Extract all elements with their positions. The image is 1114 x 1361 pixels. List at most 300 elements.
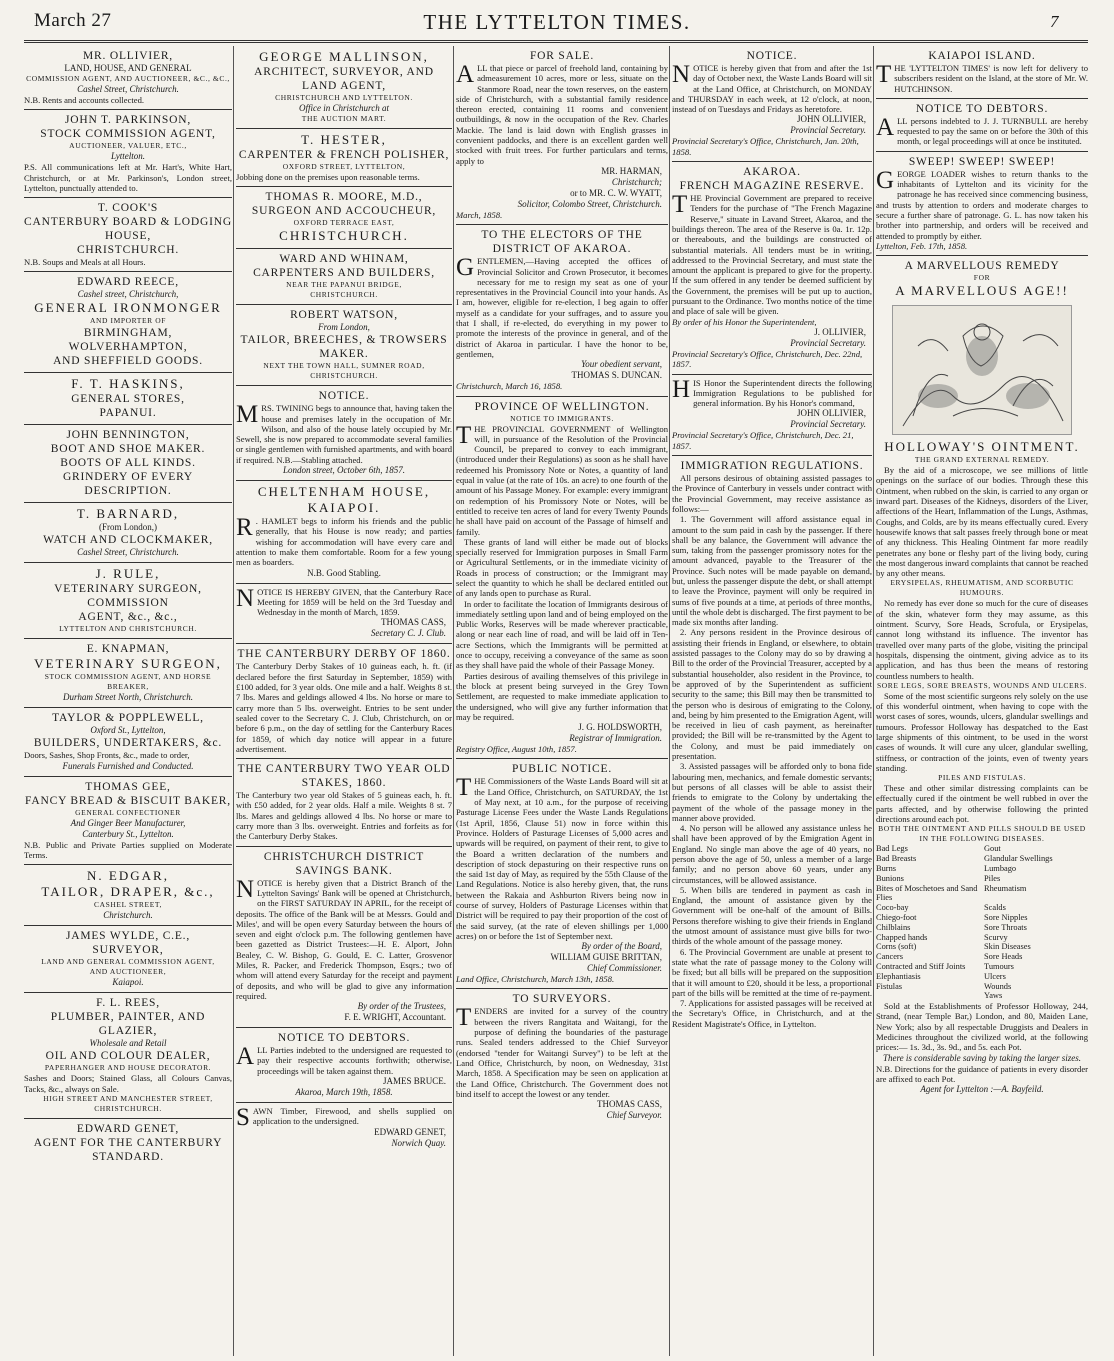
ad-heading: JOHN BENNINGTON,	[66, 429, 190, 442]
ad-heading: F. T. HASKINS,	[71, 376, 185, 392]
disease-item: Rheumatism	[984, 883, 1027, 893]
ad-line: SURVEYOR,	[92, 944, 164, 957]
ad-derby-1860	[236, 644, 452, 759]
ad-heading: E. KNAPMAN,	[86, 643, 170, 656]
signature-line: By order of the Board,	[581, 941, 662, 952]
notice-date: Lyttelton, Feb. 17th, 1858.	[876, 240, 968, 251]
signature: J. OLLIVIER,	[814, 326, 866, 337]
ad-heading: T. COOK'S	[97, 202, 159, 215]
disease-item: Wounds	[984, 981, 1012, 991]
notice-body: LL Parties indebted to the undersigned are requested to pay their respective accounts forthwith; otherwise, proceedings will be taken against them.	[257, 1045, 452, 1076]
signature-title: Provincial Secretary.	[790, 419, 866, 430]
ad-line: OXFORD TERRACE EAST,	[293, 218, 395, 228]
ad-line: ARCHITECT, SURVEYOR, AND	[254, 66, 434, 78]
ad-taylor-popplewell	[24, 708, 232, 776]
ad-line: LAND AND GENERAL COMMISSION AGENT,	[41, 957, 215, 967]
ad-heading: F. L. REES,	[96, 997, 160, 1010]
ad-heading: N. EDGAR,	[87, 868, 169, 884]
ad-heading: J. RULE,	[95, 566, 161, 582]
ad-line: Cashel street, Christchurch,	[77, 289, 179, 300]
signature: THOMAS S. DUNCAN.	[571, 370, 662, 381]
ad-race-meeting	[236, 584, 452, 645]
product-title: HOLLOWAY'S OINTMENT.	[884, 439, 1080, 455]
regulation-item: 2. Any persons resident in the Province desirous of assisting their friends in England, or elsewhere, to obtain assisted passages to the Colony may do so by drawing a Bill to the order of the Provincial Treasurer, accepted by a substantial householder, also resident in the Province, to be approved of by the Superintendent as sufficient security to the same; this Bill may then be transmitted to the person who is desirous of emigrating to the Colony, and, being by him presented to the Emigration Agent, will be received in lieu of cash payment, as hereinafter provided; the Bill will be re-transmitted by the Agent to the Colony, and must be paid immediately on presentation.	[672, 627, 872, 762]
ad-line: Office in Christchurch at	[299, 103, 389, 113]
disease-item	[876, 991, 980, 1001]
column-divider	[233, 46, 234, 1356]
notice-body: OTICE IS HEREBY GIVEN, that the Canterbury Race Meeting for 1859 will be held on the 3rd Tuesday and Wednesday in the month of March, 1859.	[257, 586, 452, 618]
ad-sweep	[876, 152, 1088, 256]
ad-reece	[24, 272, 232, 373]
notice-body: EORGE LOADER wishes to return thanks to the inhabitants of Lyttelton and its vicinity for the patronage he has received since commencing business, and trusts by attention to orders and moderate charges to secure a further share of patronage. G. L. has now taken his brother into partnership, and orders will be received and attended to promptly by either.	[876, 168, 1088, 241]
notice-date: Provincial Secretary's Office, Christchurch, Dec. 21, 1857.	[672, 430, 854, 451]
ad-body: P.S. All communications left at Mr. Hart's, White Hart, Christchurch, or at Mr. Parkinson's, London street, Lyttelton, punctually attended to.	[24, 162, 232, 193]
signature-line: Christchurch;	[611, 176, 662, 187]
disease-item: Cancers	[876, 952, 903, 962]
disease-item: Piles	[984, 873, 1001, 883]
drop-cap: T	[876, 61, 892, 88]
ad-line: PAPERHANGER AND HOUSE DECORATOR.	[44, 1063, 212, 1073]
ad-line: GENERAL IRONMONGER	[34, 300, 222, 316]
disease-item: Bites of Moschetoes and Sand Flies	[876, 883, 978, 903]
ad-line: Canterbury St., Lyttelton.	[82, 828, 174, 839]
ad-note: N.B. Directions for the guidance of patients in every disorder are affixed to each Pot.	[876, 1063, 1088, 1084]
notice-body: In order to facilitate the location of Immigrants desirous of immediately settling upon land and of being employed on the Public Works, Reserves will be made wherever practicable, along or near each line of road, and will be laid off in Ten-acre Sections, which the Immigrants will be permitted at once to occupy, receiving a conveyance of the same as soon as they shall have paid the whole of their Passage Money.	[456, 598, 668, 671]
ad-holloways-ointment	[876, 256, 1088, 1099]
ad-for-sale	[456, 46, 668, 225]
signature-title: Chief Surveyor.	[606, 1110, 662, 1121]
drop-cap: T	[456, 1004, 472, 1032]
ad-haskins	[24, 373, 232, 425]
ad-heading: CHELTENHAM HOUSE,	[257, 484, 431, 500]
ad-gee	[24, 777, 232, 866]
disease-item: Sore Heads	[984, 952, 1023, 962]
notice-body: All persons desirous of obtaining assisted passages to the Province of Canterbury in vessels under contract with the Provincial Government, may receive assistance as follows:—	[672, 473, 872, 514]
ad-twining-notice	[236, 386, 452, 481]
ad-line: VETERINARY SURGEON, COMMISSION	[54, 583, 202, 610]
ad-line: AGENT FOR THE CANTERBURY	[33, 1136, 223, 1149]
ad-note: N.B. Soups and Meals at all Hours.	[24, 257, 146, 268]
ad-line: Lyttelton.	[111, 151, 145, 162]
disease-item: Contracted and Stiff Joints	[876, 961, 966, 971]
masthead-rule	[24, 40, 1088, 43]
disease-item: Elephantiasis	[876, 971, 921, 981]
ad-line: STOCK COMMISSION AGENT, AND HORSE	[44, 672, 212, 682]
signature-title: Registrar of Immigration.	[569, 733, 662, 744]
ad-heading: JAMES WYLDE, C.E.,	[65, 930, 191, 943]
disease-item: Ulcers	[984, 971, 1006, 981]
disease-item: Fistulas	[876, 981, 903, 991]
drop-cap: T	[456, 774, 472, 802]
ad-line: GENERAL STORES,	[71, 393, 185, 406]
ad-line: FANCY BREAD & BISCUIT BAKER,	[25, 794, 231, 807]
disease-item: Burns	[876, 863, 897, 873]
column-5	[876, 46, 1088, 1356]
ad-line: And Ginger Beer Manufacturer,	[70, 817, 186, 828]
ad-bennington	[24, 425, 232, 503]
drop-cap: T	[672, 191, 688, 219]
notice-body: Parties desirous of availing themselves of this privilege in the block at present being surveyed in the Grey Town Settlement, are requested to make immediate application to the undersigned, who will give any further information that may be required.	[456, 670, 668, 722]
ad-line: GRINDERY OF EVERY DESCRIPTION.	[62, 471, 194, 498]
ad-line: BOOTS OF ALL KINDS.	[60, 457, 196, 470]
drop-cap: N	[236, 584, 255, 612]
ad-sawn-timber	[236, 1103, 452, 1153]
notice-body: Sold at the Establishments of Professor Holloway, 244, Strand, (near Temple Bar,) London, and 80, Maiden Lane, New York; also by all respectable Druggists and Dealers in Medicines throughout the civilized world, at the following prices:— 1s. 3d., 3s. 9d., and 5s. each Pot.	[876, 1001, 1088, 1053]
signature: THOMAS CASS,	[596, 1099, 662, 1110]
ad-line: VETERINARY SURGEON,	[34, 656, 222, 672]
notice-title: SWEEP! SWEEP! SWEEP!	[908, 155, 1056, 168]
signature: JOHN OLLIVIER,	[797, 114, 866, 125]
notice-title: TO SURVEYORS.	[512, 993, 612, 1006]
notice-date: Registry Office, August 10th, 1857.	[456, 744, 577, 755]
ad-line: SURGEON AND ACCOUCHEUR,	[251, 205, 437, 218]
notice-body: ENDERS are invited for a survey of the country between the rivers Rangitata and Waitangi, for the purpose of defining the boundaries of the pasturage runs. Sealed tenders addressed to the Chief Surveyor (endorsed "tender for Waitangi Survey") to be left at the Land Office, Christchurch, by noon, on Wednesday, 31st March, 1858. A Specification may be seen on application at the Land Office, Christchurch. The Government does not bind itself to accept the lowest or any tender.	[456, 1006, 668, 1099]
notice-title: TO THE ELECTORS OF THE DISTRICT OF AKAROA.	[481, 229, 643, 256]
ad-ollivier	[24, 46, 232, 110]
ad-line: BIRMINGHAM, WOLVERHAMPTON,	[68, 327, 188, 354]
ad-line: CHRISTCHURCH.	[279, 228, 409, 244]
drop-cap: S	[236, 1104, 250, 1132]
ad-heading: JOHN T. PARKINSON,	[64, 114, 191, 127]
signature-title: F. E. WRIGHT, Accountant.	[344, 1012, 446, 1023]
disease-list	[876, 844, 1088, 1001]
agent-line: Agent for Lyttelton :—A. Bayfeild.	[920, 1084, 1044, 1095]
ad-line: GENERAL CONFECTIONER	[75, 807, 181, 817]
ad-waste-lands-notice	[672, 46, 872, 162]
notice-date: Christchurch, March 16, 1858.	[456, 381, 563, 392]
drop-cap: R	[236, 514, 253, 542]
disease-item: Chapped hands	[876, 932, 928, 942]
disease-item: Bad Breasts	[876, 854, 917, 864]
ad-note: N.B. Rents and accounts collected.	[24, 95, 145, 105]
column-1	[24, 46, 232, 1356]
disease-item: Bunions	[876, 873, 904, 883]
ad-line: COMMISSION AGENT, AND AUCTIONEER, &C., &C.,	[26, 74, 230, 83]
signature: JOHN OLLIVIER,	[797, 408, 866, 419]
notice-subtitle: FOR	[973, 273, 991, 283]
ad-notice-to-debtors-bruce	[236, 1028, 452, 1103]
ad-line: LYTTELTON AND CHRISTCHURCH.	[59, 624, 197, 634]
column-3	[456, 46, 668, 1356]
notice-subtitle: FRENCH MAGAZINE RESERVE.	[679, 180, 865, 193]
ad-line: AND IMPORTER OF	[89, 316, 167, 326]
ad-superintendent-directs	[672, 375, 872, 456]
column-2	[236, 46, 452, 1356]
ad-genet	[24, 1119, 232, 1168]
notice-body: HE PROVINCIAL GOVERNMENT of Wellington will, in pursuance of the Resolution of the Provincial Council, be prepared to convey to each immigrant, (introduced under their Regulations) as soon as he shall have redeemed his Promissory Note or Notes, a quantity of land equal in value (at the rate of 10s. an acre) to one fourth of the amount of his Passage Money. For example: every immigrant on redemption of his Promissory Note or Notes, will be entitled to receive ten acres of land for every Twenty Pounds he shall have paid on account of the Passage of himself and family.	[456, 423, 668, 537]
signature-title: Norwich Quay.	[391, 1137, 446, 1148]
ad-line: CARPENTER & FRENCH POLISHER,	[238, 149, 450, 161]
column-divider	[453, 46, 454, 1356]
signature: EDWARD GENET,	[374, 1126, 446, 1137]
ad-wylde	[24, 926, 232, 993]
drop-cap: N	[672, 61, 691, 88]
notice-date: Akaroa, March 19th, 1858.	[295, 1087, 393, 1098]
ad-province-wellington	[456, 397, 668, 760]
page-number: 7	[1050, 12, 1059, 31]
notice-body: HE 'LYTTELTON TIMES' is now left for delivery to subscribers resident on the Island, at the store of Mr. W. HUTCHINSON.	[894, 63, 1088, 94]
ad-hester	[236, 129, 452, 187]
signature-line: Your obedient servant,	[581, 359, 662, 370]
ad-mallinson	[236, 46, 452, 129]
ad-line: THE AUCTION MART.	[301, 114, 387, 123]
notice-title: A MARVELLOUS AGE!!	[895, 283, 1069, 299]
drop-cap: A	[876, 113, 895, 141]
signature-title: Chief Commissioner.	[586, 963, 662, 974]
section-heading: ERYSIPELAS, RHEUMATISM, AND SCORBUTIC HUMOURS.	[890, 578, 1074, 598]
ad-line: Kaiapoi.	[112, 977, 144, 988]
signature: WILLIAM GUISE BRITTAN,	[550, 952, 662, 963]
notice-body: HE Provincial Government are prepared to receive Tenders for the purchase of "The French Magazine Reserve," situate in Lavand Street, Akaroa, and the buildings thereon. The area of the Reserve is 0a. 1r. 12p. or thereabouts, and the buildings are constructed of substantial materials. All tenders must be in writing, addressed to the Provincial Secretary, and must state the amount the applicant is prepared to give for the property. If the sum offered in any tender be deemed sufficient by the Government, the premises will be put up to auction, pursuant to the Ordinance. Two months notice of the time and place of sale will be given.	[672, 193, 872, 317]
ad-line: TAILOR, DRAPER, &c.,	[41, 884, 215, 900]
section-heading: PILES AND FISTULAS.	[938, 773, 1026, 783]
notice-date: Provincial Secretary's Office, Christchurch, Dec. 22nd, 1857.	[672, 348, 863, 370]
disease-item: Coco-bay	[876, 903, 909, 913]
ad-line: Doors, Sashes, Shop Fronts, &c., made to order,	[24, 750, 190, 761]
signature: J. G. HOLDSWORTH,	[578, 722, 662, 733]
regulation-item: 3. Assisted passages will be afforded only to bona fide labouring men, mechanics, and female domestic servants; but persons of all classes will be able to assist their friends to emigrate to the Colony by undertaking the payment of the whole of the passage money in the manner above provided.	[672, 761, 872, 823]
column-divider	[669, 46, 670, 1356]
ad-line: AGENT, &c., &c.,	[78, 611, 178, 624]
notice-title: NOTICE TO DEBTORS.	[915, 102, 1049, 115]
ad-moore	[236, 187, 452, 249]
ad-watson	[236, 305, 452, 386]
newspaper-title: THE LYTTELTON TIMES.	[423, 10, 691, 34]
notice-title: NOTICE.	[746, 50, 798, 62]
ad-two-year-old-stakes	[236, 759, 452, 846]
ad-line: MAKER.	[319, 348, 369, 361]
notice-title: AKAROA.	[743, 166, 801, 179]
ad-line: HOUSE,	[104, 230, 151, 243]
ad-line: LAND, HOUSE, AND GENERAL	[64, 63, 192, 73]
regulation-item: 6. The Provincial Government are unable at present to state what the rate of passage money to the Colony will be fixed; but all bills will be prepared on the supposition that it will amount to £20, should it be less, a proportional part of the bills will be remitted at the time of re-payment.	[672, 946, 872, 998]
ad-line: NEAR THE PAPANUI BRIDGE,	[286, 280, 402, 290]
ad-public-notice	[456, 759, 668, 989]
ad-line: NEXT THE TOWN HALL, SUMNER ROAD, CHRISTCHURCH.	[263, 361, 425, 381]
notice-body: These grants of land will either be made out of blocks specially reserved for Immigration purposes in Small Farm or Agricultural Settlements, or in the immediate vicinity of Roads in process of construction; or the Immigrant may select the quantity to which he shall be declared entitled out of any lands open to purchase as Rural.	[456, 536, 668, 599]
notice-date: Land Office, Christchurch, March 13th, 1858.	[456, 974, 615, 985]
notice-body: HE Commissioners of the Waste Lands Board will sit at the Land Office, Christchurch, on SATURDAY, the 1st of May next, at 10 a.m., for the purpose of receiving Pasturage License Fees under the Waste Lands Regulations (1st April, 1856, Clause 51) now in force within this Province. Holders of Pasturage Licenses of 5,000 acres and upwards will be required, on payment of their rent, to give to the Board a written declaration of the numbers and description of stock depasturing on their respective runs on the said 1st day of May, as required by the 55th Clause of the Land Regulations. Notice is also hereby given, that, the runs between the Rakaia and Ashburton Rivers being now in course of survey, Holders of Pasturage Licenses within that District will be required to pay their proportion of the cost of the said survey, (at the rate of eleven shillings per 1,000 acres) on or before the 1st of September next.	[456, 776, 668, 941]
ad-line: STOCK COMMISSION AGENT,	[40, 128, 216, 141]
ad-notice-to-debtors-turnbull	[876, 99, 1088, 152]
drop-cap: G	[456, 254, 475, 282]
issue-date: March 27	[34, 10, 112, 31]
ad-line: BUILDERS, UNDERTAKERS, &c.	[33, 737, 223, 750]
drop-cap: H	[672, 375, 691, 403]
notice-title: PUBLIC NOTICE.	[511, 763, 612, 776]
notice-body: The Canterbury Derby Stakes of 10 guineas each, h. ft. (if declared before the first Saturday in September, 1859) with £100 added, for 3 year olds. One mile and a half. Weights 8 st. 7 lbs. Mares and geldings allowed 4 lbs. No horse or mare to carry more than 5 lbs. overweight. Entries to be sent under sealed cover to the Secretary C. J. Club, Christchurch, on or before 6 p.m., on the day of settling for the Canterbury Races for 1859, of which day notice will appear in a future advertisement.	[236, 661, 452, 754]
regulation-item: 5. When bills are tendered in payment as cash in England, the amount of assistance given by the Government will be one-half of the amount of Bills. Persons therefore wishing to give their friends in England the utmost amount of assistance must give bills for two-thirds of the whole amount of the passage money.	[672, 884, 872, 947]
engraving-illustration	[892, 305, 1072, 435]
ad-french-magazine-reserve	[672, 162, 872, 374]
disease-item: Sore Throats	[984, 922, 1027, 932]
ad-line: Sashes and Doors; Stained Glass, all Colours Canvas, Tacks, &c., always on Sale.	[24, 1073, 232, 1094]
ad-line: STANDARD.	[92, 1150, 164, 1163]
notice-subtitle: NOTICE TO IMMIGRANTS.	[510, 413, 614, 423]
signature: MR. HARMAN,	[601, 165, 662, 176]
ad-line: From London,	[318, 322, 370, 333]
ad-heading: THOMAS R. MOORE, M.D.,	[265, 191, 423, 204]
ad-cook	[24, 198, 232, 272]
ad-rees	[24, 993, 232, 1119]
ad-line: CHRISTCHURCH.	[76, 244, 180, 257]
section-heading: BOTH THE OINTMENT AND PILLS SHOULD BE USED IN THE FOLLOWING DISEASES.	[878, 824, 1086, 844]
regulation-item: 1. The Government will afford assistance equal in amount to the sum paid in cash by the passenger. If there shall be any balance, the Government will advance the sum, taking from the passenger promissory notes for the amount advanced, payable to the Treasurer of the Province. Such notes will be made payable on demand, but, unless the passenger dispute the debt, or shall attempt to leave the Province, payment will only be required in sums of five pounds at a time, at periods of three months, until the whole debt is discharged. The first payment to be made six months after landing.	[672, 514, 872, 628]
notice-title: NOTICE.	[318, 390, 370, 403]
notice-title: FOR SALE.	[529, 50, 595, 62]
column-4	[672, 46, 872, 1356]
drop-cap: G	[876, 166, 895, 194]
notice-body: These and other similar distressing complaints can be effectually cured if the ointment be well rubbed in over the parts affected, and by otherwise following the printed directions around each pot.	[876, 783, 1088, 825]
ad-line: BREAKER,	[107, 682, 149, 692]
ad-heading: WARD AND WHINAM,	[279, 253, 409, 266]
drop-cap: A	[236, 1043, 255, 1071]
ad-line: Durham Street North, Christchurch.	[63, 692, 193, 703]
ad-line: OXFORD STREET, LYTTELTON,	[282, 162, 406, 171]
ad-heading: EDWARD REECE,	[77, 276, 179, 289]
disease-item: Lumbago	[984, 863, 1017, 873]
column-divider	[873, 46, 874, 1356]
notice-body: LL that piece or parcel of freehold land, containing by admeasurement 10 acres, more or less, situate on the Stanmore Road, near the town reserves, on the eastern side of Christchurch, with a substantial family residence thereon erected, containing 11 rooms and convenient outbuildings, & now in the occupation of the Rev. Charles Mackie. The land is laid down with English grasses in convenient paddocks, and there is an excellent garden well stocked with fruit trees. For further particulars and terms, apply to	[456, 63, 668, 166]
ad-line: WATCH AND CLOCKMAKER,	[43, 534, 213, 547]
notice-body: By the aid of a microscope, we see millions of little openings on the surface of our bodies. Through these this Ointment, when rubbed on the skin, is carried to any organ or inward part. Diseases of the Kidneys, disorders of the Liver, affections of the Heart, Inflammation of the Lungs, Asthmas, Coughs, and Colds, are by its means effectually cured. Every housewife knows that salt passes freely through bone or meat of any thickness. This Healing Ointment far more readily penetrates any bone or fleshy part of the living body, curing the most dangerous inward complaints that cannot be reached by any other means.	[876, 465, 1088, 579]
signature-title: Provincial Secretary.	[790, 337, 866, 348]
notice-subtitle: THE GRAND EXTERNAL REMEDY.	[914, 455, 1050, 465]
section-heading: SORE LEGS, SORE BREASTS, WOUNDS AND ULCERS.	[876, 680, 1088, 690]
ad-edgar	[24, 865, 232, 926]
ad-heading: EDWARD GENET,	[76, 1122, 180, 1135]
ad-line: CASHEL STREET,	[94, 900, 162, 910]
disease-item: Scalds	[984, 903, 1006, 913]
ad-line: AND AUCTIONEER,	[89, 967, 167, 977]
ad-cheltenham-house	[236, 481, 452, 583]
notice-title: IMMIGRATION REGULATIONS.	[680, 460, 864, 473]
ad-line: Jobbing done on the premises upon reasonable terms.	[236, 172, 420, 182]
notice-body: No remedy has ever done so much for the cure of diseases of the skin, whatever form they may assume, as this ointment. Scurvy, Sore Heads, Scrofula, or Erysipelas, cannot long withstand its influence. The inventor has travelled over many parts of the globe, visiting the principal hospitals, dispensing the ointment, giving advice as to its application, and has thus been the means of restoring countless numbers to health.	[876, 598, 1088, 681]
ad-heading: T. BARNARD,	[76, 506, 180, 522]
ad-note: N.B. Public and Private Parties supplied on Moderate Terms.	[24, 839, 232, 861]
notice-body: Some of the most scientific surgeons rely solely on the use of this wonderful ointment, when having to cope with the worst cases of sores, wounds, ulcers, glandular swellings and tumours. Professor Holloway has despatched to the East large shipments of this ointment, to be used in the worst cases of wounds. It will cure any ulcer, glandular swelling, stiffness, or contraction of the joints, even of twenty years standing.	[876, 690, 1088, 773]
ad-heading: MR. OLLIVIER,	[83, 50, 173, 62]
notice-body: The Canterbury two year old Stakes of 5 guineas each, h. ft. with £50 added, for 2 year olds. Half a mile. Weights 8 st. 7 lbs. Mares and geldings allowed 4 lbs. No horse or mare to carry more than 3 lbs. overweight. Entries and forfeits as for the Canterbury Derby Stakes.	[236, 790, 452, 842]
drop-cap: A	[456, 61, 475, 88]
disease-item: Corns (soft)	[876, 942, 917, 952]
ad-immigration-regulations	[672, 456, 872, 1033]
ad-kaiapoi-island	[876, 46, 1088, 99]
ad-line: (From London,)	[99, 522, 157, 533]
ad-to-surveyors	[456, 989, 668, 1125]
disease-item: Yaws	[984, 991, 1003, 1001]
signature-line: or to MR. C. W. WYATT,	[570, 187, 662, 198]
signature: By order of the Trustees,	[357, 1001, 446, 1012]
notice-date: March, 1858.	[456, 209, 503, 220]
ad-savings-bank	[236, 847, 452, 1029]
ad-heading: ROBERT WATSON,	[290, 309, 398, 322]
ad-line: PLUMBER, PAINTER, AND GLAZIER,	[50, 1011, 206, 1038]
ad-line: BOOT AND SHOE MAKER.	[50, 443, 206, 456]
ad-line: Cashel Street, Christchurch.	[77, 547, 179, 558]
ad-parkinson	[24, 110, 232, 198]
ad-line: HIGH STREET AND MANCHESTER STREET, CHRISTCHURCH.	[43, 1093, 213, 1113]
notice-body: OTICE is hereby given that a District Branch of the Lyttelton Savings' Bank will be opened at Christchurch, on the FIRST SATURDAY IN APRIL, for the receipt of deposits. The office of the Bank will be at Messrs. Gould and Miles', and will be open every Saturday between the hours of seven and eight o'clock p.m. The following gentlemen have been gazetted as District Trustees:—H. E. Alport, John Bealey, C. W. Bishop, G. Gould, E. C. Latter, Grosvenor Miles, R. Packer, and Frederick Thompson, Esqrs.; two of whom will attend every Saturday for the receipt and payment of deposits, and who will be glad to give any information required.	[236, 877, 452, 1001]
regulation-item: 7. Applications for assisted passages will be received at the Secretary's Office, in Christchurch, and at the Resident Magistrate's Office, in Lyttelton.	[672, 998, 872, 1029]
ad-line: Wholesale and Retail	[89, 1038, 167, 1049]
notice-title: KAIAPOI ISLAND.	[928, 50, 1036, 62]
ad-line: AUCTIONEER, VALUER, ETC.,	[69, 141, 187, 151]
signature-title: Provincial Secretary.	[790, 125, 866, 136]
notice-body: . HAMLET begs to inform his friends and the public generally, that his House is now ready; and parties wishing for accommodation will have every care and attention to make them comfortable. Room for a few young men as boarders.	[236, 516, 452, 568]
disease-item: Sore Nipples	[984, 912, 1028, 922]
disease-item: Glandular Swellings	[984, 854, 1053, 864]
notice-body: IS Honor the Superintendent directs the following Immigration Regulations to be published for general information. By his Honor's command,	[693, 377, 872, 409]
notice-title: A MARVELLOUS REMEDY	[904, 260, 1060, 273]
signature-line: Solicitor, Colombo Street, Christchurch.	[517, 198, 662, 209]
disease-item: Bad Legs	[876, 844, 908, 854]
ad-line: Funerals Furnished and Conducted.	[62, 760, 194, 771]
ad-line: OIL AND COLOUR DEALER,	[45, 1050, 211, 1063]
regulation-item: 4. No person will be allowed any assistance unless he shall have been approved of by the Emigration Agent in England. No single man above the age of 40 years, no person above the age of 50, unless a member of a large family; and no person above 60 years, under any circumstances, will be allowed assistance.	[672, 823, 872, 885]
disease-item: Gout	[984, 844, 1001, 854]
signature: JAMES BRUCE.	[382, 1076, 446, 1087]
notice-body: LL persons indebted to J. J. TURNBULL are hereby requested to pay the same on or before the 30th of this month, or legal proceedings will at once be instituted.	[897, 115, 1088, 147]
ad-line: TAILOR, BREECHES, & TROWSERS	[240, 334, 448, 347]
ad-line: CHRISTCHURCH.	[310, 290, 378, 300]
drop-cap: N	[236, 875, 255, 903]
ad-line: LAND AGENT,	[302, 80, 386, 92]
notice-body: AWN Timber, Firewood, and shells supplied on application to the undersigned.	[252, 1106, 452, 1127]
ad-rule	[24, 563, 232, 639]
ad-heading: GEORGE MALLINSON,	[259, 49, 429, 64]
notice-body: ENTLEMEN,—Having accepted the offices of Provincial Solicitor and Crown Prosecutor, it becomes necessary for me to resign my seat as one of your representatives in the Provincial Council into your hands. As I am, however, eligible for re-election, I beg again to offer myself as a candidate for your suffrages, and to assure you that I shall, if re-elected, do everything in my power to promote the interests of the province in general, and of the district of Akaroa in particular. I have the honor to be, gentlemen,	[456, 256, 668, 359]
notice-date: London street, October 6th, 1857.	[283, 465, 405, 476]
ad-line: Oxford St., Lyttelton,	[90, 725, 166, 736]
ad-heading: T. HESTER,	[301, 132, 387, 147]
disease-item: Tumours	[984, 961, 1014, 971]
notice-title: CHRISTCHURCH DISTRICT SAVINGS BANK.	[263, 850, 425, 877]
notice-body: OTICE is hereby given that from and after the 1st day of October next, the Waste Lands Board will sit at the Land Office, at Christchurch, on MONDAY and THURSDAY in each week, at 12 o'clock, at noon, instead of on Tuesdays and Fridays as heretofore.	[672, 63, 872, 115]
ad-ward-whinam	[236, 249, 452, 305]
ad-line: CANTERBURY BOARD & LODGING	[24, 216, 232, 229]
ad-line: KAIAPOI.	[307, 500, 381, 516]
disease-item: Chiego-foot	[876, 912, 917, 922]
disease-item: Chilblains	[876, 922, 911, 932]
ad-note: N.B. Good Stabling.	[307, 567, 381, 578]
notice-title: PROVINCE OF WELLINGTON.	[474, 400, 650, 413]
notice-date: Provincial Secretary's Office, Christchurch, Jan. 20th, 1858.	[672, 136, 859, 157]
engraving-figures-icon	[893, 306, 1071, 434]
notice-title: THE CANTERBURY TWO YEAR OLD STAKES, 1860.	[237, 763, 451, 790]
signature: THOMAS CASS,	[380, 617, 446, 628]
ad-line: AND SHEFFIELD GOODS.	[53, 355, 203, 368]
ad-barnard	[24, 503, 232, 563]
ad-line: CARPENTERS AND BUILDERS,	[253, 267, 435, 280]
ad-note: There is considerable saving by taking the larger sizes.	[882, 1052, 1082, 1063]
ad-line: Cashel Street, Christchurch.	[77, 84, 179, 94]
signature-line: By order of his Honor the Superintendent,	[672, 316, 817, 327]
notice-body: RS. TWINING begs to announce that, having taken the house and premises lately in the occupation of Mr. Wilson, and also of the house lately occupied by Mr. Sewell, she is now prepared to accommodate several families or single gentlemen with furnished apartments, and with board if required. N.B.—Stabling attached.	[236, 403, 452, 465]
ad-heading: TAYLOR & POPPLEWELL,	[52, 712, 204, 725]
ad-line: PAPANUI.	[99, 407, 157, 420]
disease-item: Skin Diseases	[984, 942, 1031, 952]
drop-cap: T	[456, 421, 472, 449]
ad-line: Christchurch.	[103, 910, 153, 921]
notice-title: THE CANTERBURY DERBY OF 1860.	[237, 648, 451, 661]
ad-heading: THOMAS GEE,	[85, 780, 171, 793]
ad-line: CHRISTCHURCH AND LYTTELTON.	[275, 93, 413, 102]
ad-electors-akaroa	[456, 225, 668, 396]
signature-title: Secretary C. J. Club.	[370, 628, 446, 639]
notice-title: NOTICE TO DEBTORS.	[277, 1032, 411, 1045]
